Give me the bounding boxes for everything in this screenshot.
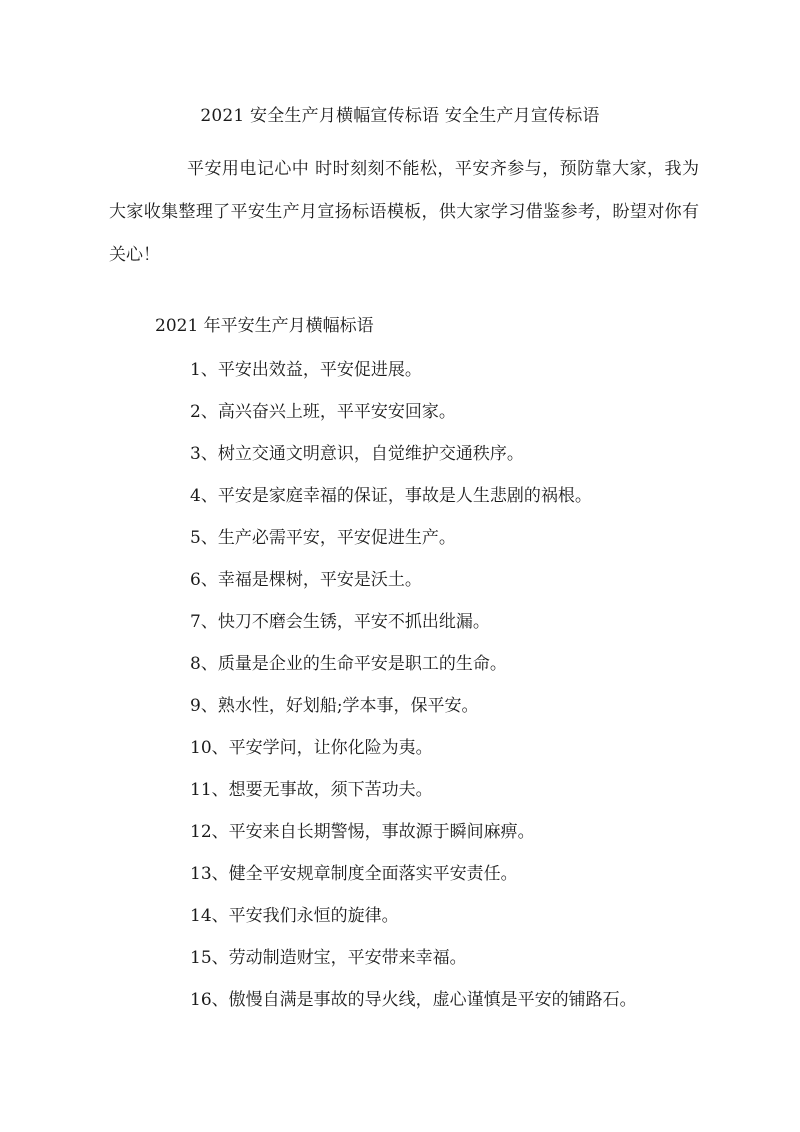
intro-paragraph: 平安用电记心中 时时刻刻不能松，平安齐参与，预防靠大家，我为大家收集整理了平安生产月宣扬标语模板，供大家学习借鉴参考，盼望对你有关心！ (109, 159, 699, 265)
slogan-item: 7、快刀不磨会生锈，平安不抓出纰漏。 (190, 612, 490, 632)
slogan-item: 12、平安来自长期警惕，事故源于瞬间麻痹。 (190, 822, 535, 842)
slogan-item: 16、傲慢自满是事故的导火线，虚心谨慎是平安的铺路石。 (190, 990, 637, 1010)
slogan-item: 9、熟水性，好划船;学本事，保平安。 (190, 696, 479, 716)
slogan-item: 15、劳动制造财宝，平安带来幸福。 (190, 948, 467, 968)
slogan-item: 1、平安出效益，平安促进展。 (190, 360, 422, 380)
slogan-item: 6、幸福是棵树，平安是沃土。 (190, 570, 422, 590)
slogan-item: 4、平安是家庭幸福的保证，事故是人生悲剧的祸根。 (190, 486, 592, 506)
slogan-item: 3、树立交通文明意识，自觉维护交通秩序。 (190, 444, 524, 464)
slogan-item: 8、质量是企业的生命平安是职工的生命。 (190, 654, 507, 674)
slogan-item: 14、平安我们永恒的旋律。 (190, 906, 399, 926)
slogan-item: 11、想要无事故，须下苦功夫。 (190, 780, 433, 800)
section-heading: 2021 年平安生产月横幅标语 (155, 316, 374, 336)
slogan-item: 13、健全平安规章制度全面落实平安责任。 (190, 864, 518, 884)
slogan-item: 2、高兴奋兴上班，平平安安回家。 (190, 402, 456, 422)
slogan-item: 10、平安学问，让你化险为夷。 (190, 738, 433, 758)
document-title: 2021 安全生产月横幅宣传标语 安全生产月宣传标语 (200, 106, 600, 126)
slogan-item: 5、生产必需平安，平安促进生产。 (190, 528, 456, 548)
